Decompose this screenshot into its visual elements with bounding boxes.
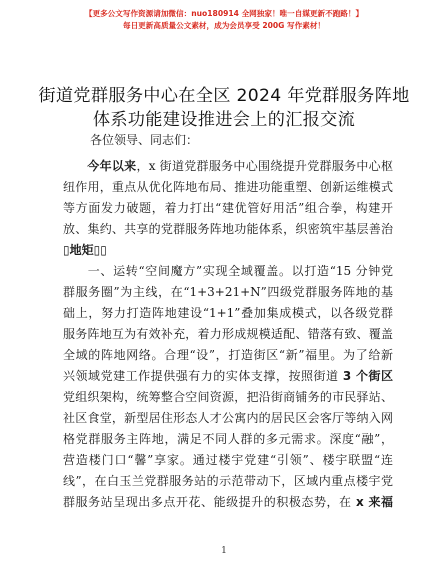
paragraph-line: 纽作用，重点从优化阵地布局、推进功能重塑、创新运维模式 <box>63 180 393 194</box>
bold-phrase: 3 个街区 <box>342 369 393 383</box>
paragraph-line <box>63 261 393 282</box>
lead-phrase: 今年以来 <box>87 159 137 173</box>
paragraph-line: 社区食堂，新型居住形态人才公寓内的居民区会客厅等纳入网 <box>63 411 393 425</box>
promo-banner-line1: 【更多公文写作资源请加微信：nuo180914 全网独家！唯一自媒更新不跑路！】 <box>84 9 364 18</box>
document-title <box>30 84 418 132</box>
paragraph-line: 等方面发力破题，着力打出“建优管好用活”组合拳，构建开 <box>63 201 393 215</box>
document-title-line1: 街道党群服务中心在全区 2024 年党群服务阵地 <box>38 86 410 106</box>
paragraph-line: 营造楼门口“馨”享家。通过楼宇党建“引领”、楼宇联盟“连 <box>63 453 393 467</box>
paragraph-line: 放、集约、共享的党群服务阵地功能体系，织密筑牢基层善治 <box>63 222 393 236</box>
paragraph-line: 格党群服务主阵地，满足不同人群的多元需求。深度“融”， <box>63 432 393 446</box>
paragraph-line: ▯地矩▯▯ <box>63 243 107 257</box>
paragraph-line: 群服务圈”为主线，在“1+3+21+N”四级党群服务阵地的基 <box>63 285 393 299</box>
line-text: 一、运转“空间魔方”实现全域覆盖。以打造“15 分钟党 <box>87 264 393 278</box>
paragraph-line: 党组织架构，统筹整合空间资源，把沿街商铺务的市民驿站、 <box>63 390 393 404</box>
paragraph-line: 础上，努力打造阵地建设“1+1”叠加集成模式，以各级党群 <box>63 306 393 320</box>
page-number: 1 <box>221 546 227 556</box>
promo-banner <box>0 8 448 32</box>
bold-phrase: x 来福 <box>355 495 393 509</box>
paragraph-section-one <box>63 261 393 513</box>
paragraph-line: 服务阵地互为有效补充，着力形成规模适配、错落有致、覆盖 <box>63 327 393 341</box>
paragraph-line <box>63 156 393 177</box>
promo-banner-line2: 每日更新高质量公文素材，成为会员享受 200G 写作素材！ <box>122 21 326 30</box>
paragraph-line <box>63 492 393 513</box>
line-text: 兴领域党建工作提供强有力的实体支撑，按照街道 <box>63 369 343 383</box>
paragraph-line <box>63 366 393 387</box>
document-title-line2: 体系功能建设推进会上的汇报交流 <box>92 110 356 130</box>
paragraph-line: 线”，在白玉兰党群服务站的示范带动下，区域内重点楼宇党 <box>63 474 393 488</box>
paragraph-intro <box>63 156 393 261</box>
line-text: ，x 街道党群服务中心围绕提升党群服务中心枢 <box>136 159 393 173</box>
salutation: 各位领导、同志们： <box>90 133 199 147</box>
paragraph-line: 全域的阵地网络。合理“设”，打造街区“新”福里。为了给新 <box>63 348 393 362</box>
line-text: 群服务站呈现出多点开花、能级提升的积极态势，在 <box>63 495 356 509</box>
